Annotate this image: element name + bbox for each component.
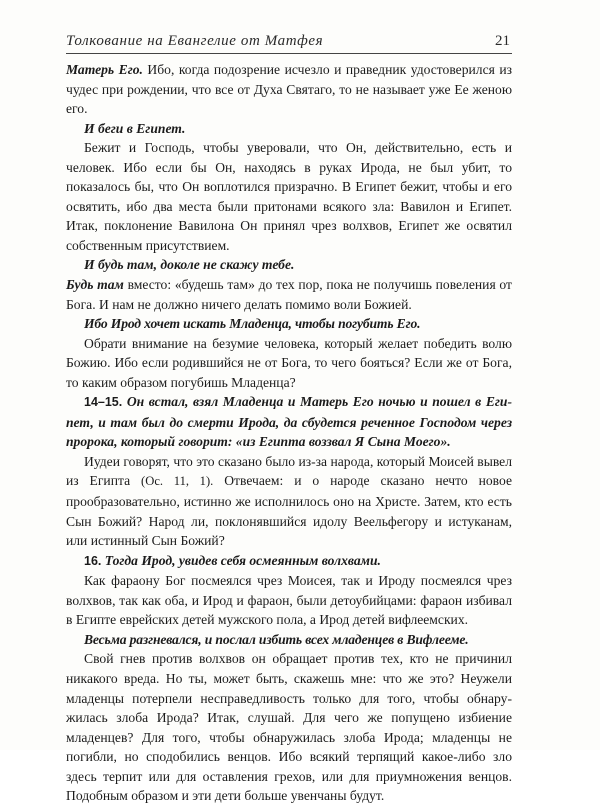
paragraph: Свой гнев против волхвов он обращает против тех, кто не причинил никакого вреда. Но ты, может быть, скажешь мне: что же это? Неужели младенцы потерпели несправедливость только для того, чтобы обнаружилась злоба Ирода? Итак, слушай. Для чего же попущено избиение младенцев? Для того, чтобы обнаружилась злоба Ирода; младенцы не погибли, но сподобились венцов. Ибо всякий терпящий какое-либо зло здесь терпит или для оставления грехов, или для приумножения венцов. Подобным образом и эти дети больше увенчаны будут.	[66, 651, 512, 804]
scripture-reference: (Ос. 11, 1).	[141, 474, 214, 489]
paragraph-text: Иудеи говорят, что это сказано было из-за народа, который Моисей вывел из Египта	[66, 453, 512, 489]
verse-heading: И будь там, доколе не скажу тебе.	[84, 257, 295, 273]
page-body	[66, 60, 512, 806]
paragraph-text: Ибо, когда подозрение исчезло и праведник удостоверился из чудес при рождении, что все от Духа Святаго, то не называет уже Ее женою его.	[66, 62, 513, 117]
paragraph-text: вместо: «будешь там» до тех пор, пока не получишь повеления от Бога. И нам не должно ничего делать помимо воли Божией.	[66, 277, 512, 312]
paragraph	[66, 452, 512, 551]
verse-number: 14–15.	[84, 395, 123, 410]
verse-block	[66, 392, 512, 452]
paragraph-text: Отвечаем: и о народе сказано нечто новое прообразовательно, истинно же исполнилось оно на Христе. Затем, кто есть Сын Божий? Народ ли, поклонявшийся идолу Веельфегору и истуканам, или истинный Сын Божий?	[66, 473, 512, 549]
paragraph: Бежит и Господь, чтобы уверовали, что Он, действительно, есть и человек. Ибо если бы Он, находясь в руках Ирода, не был убит, то показалось бы, что Он воплотился призрачно. В Египет бежит, чтобы и его освятить, ибо два места были притонами всякого зла: Вавилон и Египет. Итак, поклонение Вавилона Он принял чрез волхвов, Египет же освятил собственным присутствием.	[66, 140, 512, 253]
verse-lead: Будь там	[66, 277, 124, 293]
verse-block	[66, 551, 512, 572]
paragraph	[66, 60, 512, 119]
verse-heading: Ибо Ирод хочет искать Младенца, чтобы погубить Его.	[84, 316, 421, 332]
verse-heading: Весьма разгневался, и послал избить всех младенцев в Вифлееме.	[84, 631, 469, 647]
running-header-title: Толкование на Евангелие от Матфея	[66, 33, 324, 49]
paragraph: Как фараону Бог посмеялся чрез Моисея, так и Ироду посмеялся чрез волхвов, так как оба, и Ирод и фараон, были детоубийцами: фараон избивал в Египте еврейских детей мужского пола, а Ирод детей вифлеемских.	[66, 573, 512, 628]
verse-text: Тогда Ирод, увидев себя осмеянным волхвами.	[101, 552, 381, 568]
header-rule	[66, 53, 512, 54]
paragraph	[66, 275, 512, 314]
paragraph: Обрати внимание на безумие человека, который желает победить волю Божию. Ибо если родившийся не от Бога, то чего бояться? Если же от Бога, то каким образом погубишь Младенца?	[66, 335, 512, 390]
verse-heading: И беги в Египет.	[84, 120, 186, 136]
verse-text: Он встал, взял Младенца и Матерь Его ночью и пошел в Египет, и там был до смерти Ирода, да сбудется реченное Господом через пророка, который говорит: «из Египта воззвал Я Сына Моего».	[66, 394, 512, 450]
verse-number: 16.	[84, 553, 102, 568]
verse-lead: Матерь Его.	[66, 62, 143, 77]
page-number: 21	[495, 33, 510, 49]
